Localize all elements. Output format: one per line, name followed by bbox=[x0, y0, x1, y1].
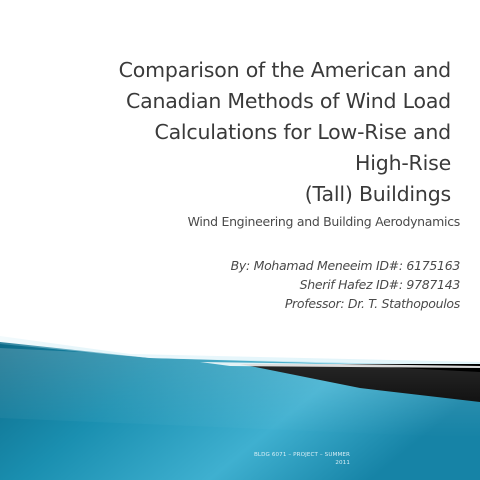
title-line: Comparison of the American and bbox=[118, 58, 451, 82]
title-line: Canadian Methods of Wind Load bbox=[126, 89, 451, 113]
footer-line: 2011 bbox=[335, 460, 350, 466]
author-line: Professor: Dr. T. Stathopoulos bbox=[284, 296, 460, 311]
title-line: Calculations for Low-Rise and High-Rise bbox=[154, 120, 451, 175]
author-list bbox=[120, 256, 460, 313]
author-line: Sherif Hafez ID#: 9787143 bbox=[299, 277, 460, 292]
title-line: (Tall) Buildings bbox=[304, 182, 451, 206]
slide-footer bbox=[240, 451, 350, 467]
slide-subtitle: Wind Engineering and Building Aerodynamics bbox=[187, 214, 460, 229]
author-line: By: Mohamad Meneeim ID#: 6175163 bbox=[230, 258, 460, 273]
slide-title bbox=[95, 55, 451, 210]
footer-line: BLDG 6071 – PROJECT – SUMMER bbox=[253, 452, 350, 458]
